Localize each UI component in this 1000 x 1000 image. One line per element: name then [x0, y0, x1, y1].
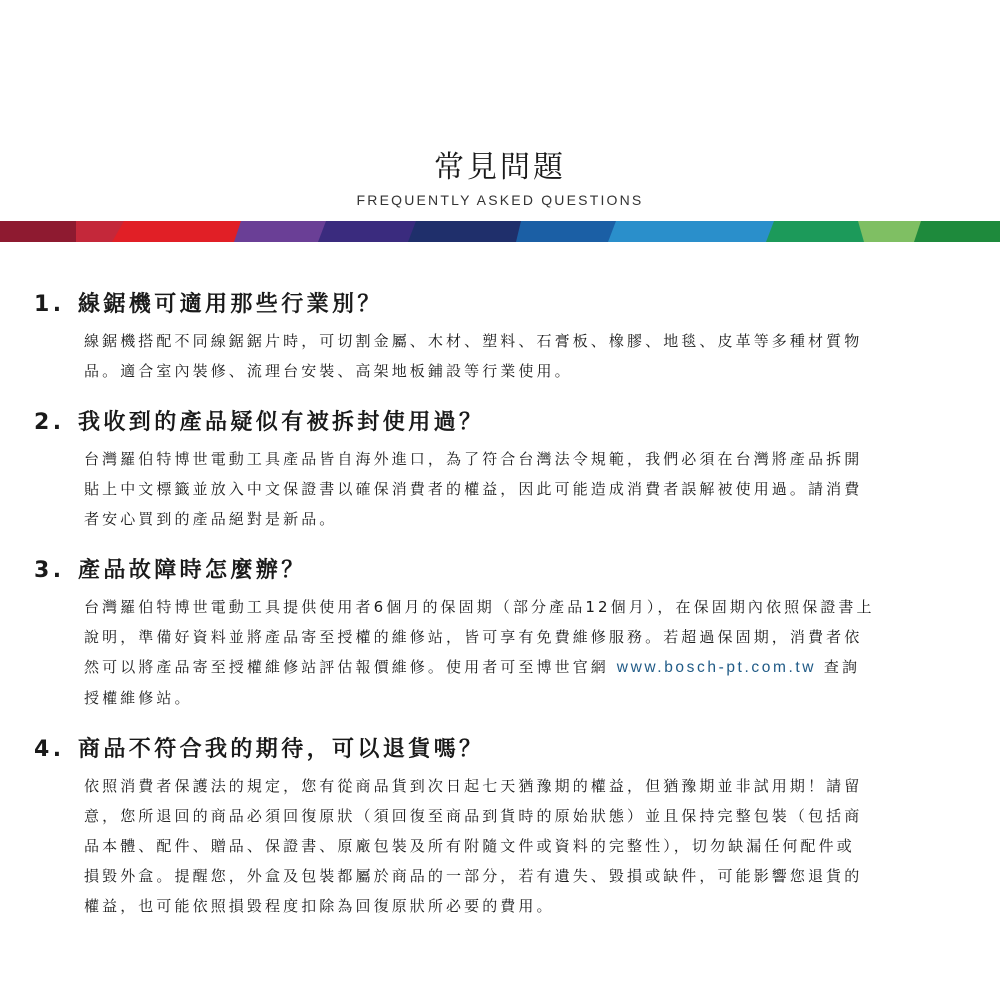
answer-line: 授權維修站。: [84, 689, 193, 707]
answer-line: 品本體、配件、贈品、保證書、原廠包裝及所有附隨文件或資料的完整性），切勿缺漏任何配件或: [84, 837, 855, 855]
color-bar-segment: [914, 221, 1000, 242]
color-bar-segment: [234, 221, 330, 242]
faq-answer: [84, 444, 968, 534]
page-header: [0, 148, 1000, 208]
faq-number: 3.: [34, 558, 65, 583]
answer-line: 者安心買到的產品絕對是新品。: [84, 510, 338, 528]
color-bar-segment: [516, 221, 620, 242]
answer-line: 依照消費者保護法的規定，您有從商品貨到次日起七天猶豫期的權益，但猶豫期並非試用期！請留: [84, 777, 863, 795]
color-bar-segment: [858, 221, 925, 242]
faq-question: [0, 733, 1000, 767]
faq-number: 2.: [34, 410, 65, 435]
faq-list: [0, 288, 1000, 941]
color-bar-segment: [766, 221, 868, 242]
color-bar-segment: [608, 221, 778, 242]
faq-question-text: 我收到的產品疑似有被拆封使用過？: [78, 410, 485, 435]
faq-question: [0, 288, 1000, 322]
faq-question: [0, 406, 1000, 440]
bosch-website-link[interactable]: www.bosch-pt.com.tw: [616, 659, 817, 676]
page-subtitle: FREQUENTLY ASKED QUESTIONS: [356, 192, 644, 208]
answer-line: 品。適合室內裝修、流理台安裝、高架地板鋪設等行業使用。: [84, 362, 573, 380]
answer-line: 貼上中文標籤並放入中文保證書以確保消費者的權益，因此可能造成消費者誤解被使用過。請消費: [84, 480, 863, 498]
answer-line: 意，您所退回的商品必須回復原狀（須回復至商品到貨時的原始狀態）並且保持完整包裝（包括商: [84, 807, 863, 825]
faq-item: [0, 554, 1000, 713]
color-bar-segment: [0, 221, 80, 242]
page-title: 常見問題: [434, 150, 566, 185]
answer-line: 台灣羅伯特博世電動工具提供使用者6個月的保固期（部分產品12個月），在保固期內依照保證書上: [84, 598, 875, 616]
faq-item: [0, 406, 1000, 534]
faq-answer: [84, 326, 968, 386]
faq-item: [0, 733, 1000, 921]
brand-color-bar: [0, 221, 1000, 242]
answer-line: 權益，也可能依照損毀程度扣除為回復原狀所必要的費用。: [84, 897, 555, 915]
color-bar-segment: [408, 221, 525, 242]
faq-answer: [84, 592, 968, 713]
faq-question-text: 產品故障時怎麼辦？: [78, 558, 307, 583]
color-bar-segment: [112, 221, 245, 242]
faq-question-text: 商品不符合我的期待，可以退貨嗎？: [78, 737, 485, 762]
faq-question: [0, 554, 1000, 588]
answer-line: 台灣羅伯特博世電動工具產品皆自海外進口，為了符合台灣法令規範，我們必須在台灣將產品拆開: [84, 450, 863, 468]
answer-line: [84, 652, 968, 683]
faq-number: 1.: [34, 292, 65, 317]
answer-text: 查詢: [816, 658, 861, 676]
color-bar-segment: [318, 221, 420, 242]
faq-answer: [84, 771, 968, 921]
faq-item: [0, 288, 1000, 386]
answer-line: 線鋸機搭配不同線鋸鋸片時，可切割金屬、木材、塑料、石膏板、橡膠、地毯、皮革等多種材質物: [84, 332, 863, 350]
answer-line: 損毀外盒。提醒您，外盒及包裝都屬於商品的一部分，若有遺失、毀損或缺件，可能影響您退貨的: [84, 867, 863, 885]
faq-question-text: 線鋸機可適用那些行業別？: [78, 292, 383, 317]
faq-number: 4.: [34, 737, 65, 762]
answer-text: 然可以將產品寄至授權維修站評估報價維修。使用者可至博世官網: [84, 658, 617, 676]
answer-line: 說明，準備好資料並將產品寄至授權的維修站，皆可享有免費維修服務。若超過保固期，消費者依: [84, 628, 863, 646]
